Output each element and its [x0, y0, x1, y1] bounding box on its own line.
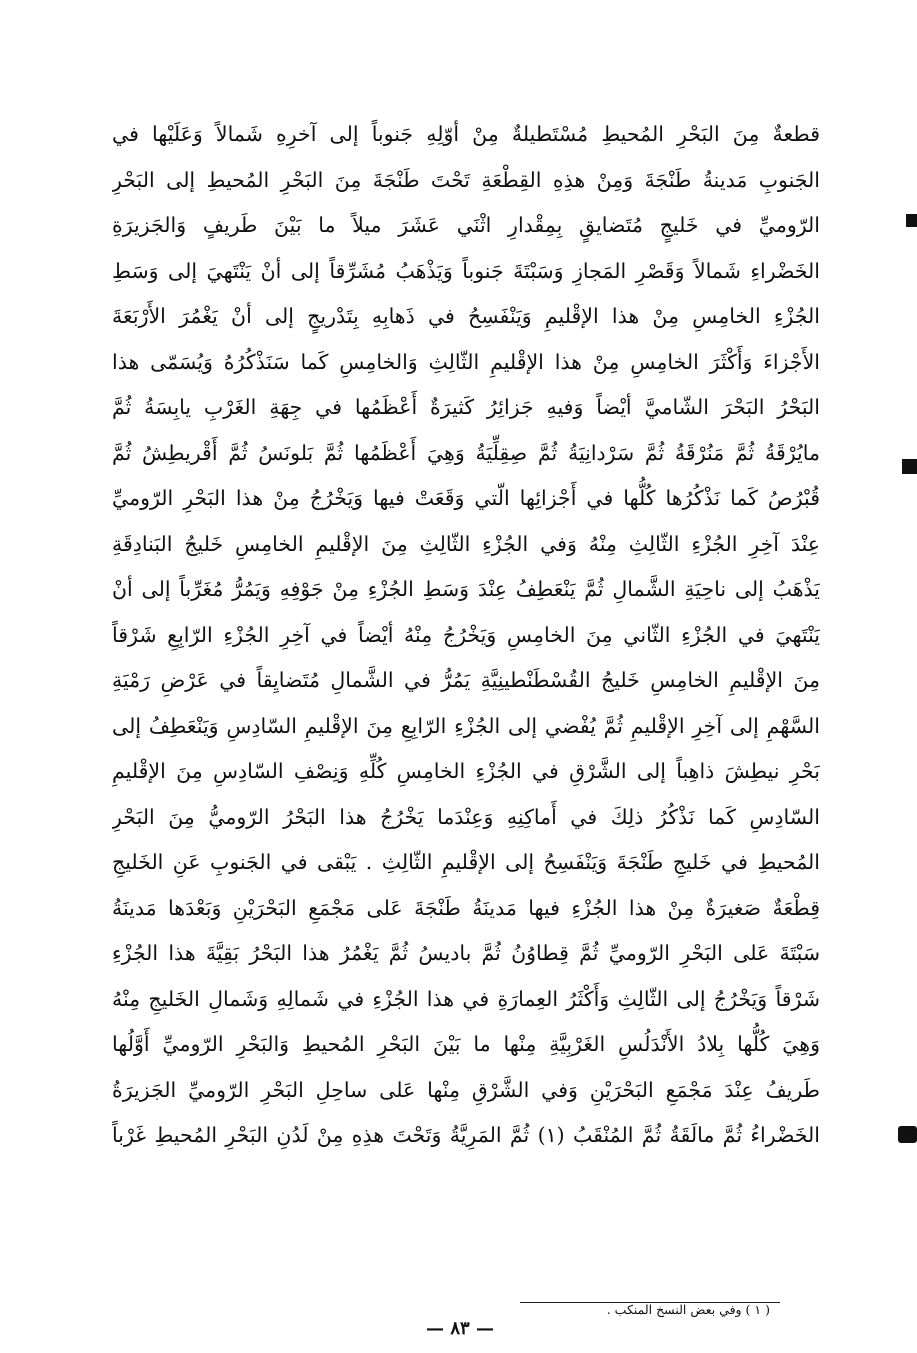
- text-line-15: بَحْرِ نيطِشَ ذاهِباً إلى الشَّرْقِ في الجُزْءِ الخامِسِ كُلِّهِ وَنِصْفِ السّادِسِ مِنَ الإقْليمِ: [112, 759, 820, 783]
- text-line-22: طَريفُ عِنْدَ مَجْمَعِ البَحْرَيْنِ وَفي الشَّرْقِ مِنْها عَلى ساحِلِ البَحْرِ الرّوميِّ الجَزيرَةُ: [112, 1077, 820, 1102]
- text-line-19: سَبْتَةَ عَلى البَحْرِ الرّوميِّ ثُمَّ قِطاوُنُ ثُمَّ باديسُ ثُمَّ يَغْمُرُ هذا البَحْرُ بَقِيَّةَ هذا الجُزْءِ: [112, 941, 820, 965]
- scan-edge-mark: [898, 1126, 917, 1143]
- footnote: ( ١ ) وفي بعض النسخ المنكب .: [606, 1302, 770, 1317]
- scan-edge-mark: [902, 459, 917, 474]
- text-line-18: قِطْعَةٌ صَغيرَةٌ مِنْ هذا الجُزْءِ فيها مَدينَةُ طَنْجَةَ عَلى مَجْمَعِ البَحْرَيْنِ وَبَعْدَها مَدينَةُ: [112, 895, 820, 920]
- text-line-17: المُحيطِ في خَليجِ طَنْجَةَ وَيَنْفَسِحُ إلى الإقْليمِ الثّالِثِ . يَبْقى في الجَنوبِ عَنِ الخَليجِ: [112, 850, 820, 874]
- text-line-13: مِنَ الإقْليمِ الخامِسِ خَليجُ القُسْطَنْطينِيَّةِ يَمُرُّ في الشَّمالِ مُتَضايِقاً في عَرْضِ رَمْيَةِ: [112, 668, 820, 692]
- text-line-21: وَهِيَ كُلُّها بِلادُ الأَنْدَلُسِ الغَرْبِيَّةِ مِنْها ما بَيْنَ البَحْرِ المُحيطِ وَالبَحْرِ الرّوميِّ أَوَّلُها: [112, 1032, 820, 1056]
- text-line-9: قُبْرُصُ كَما نَذْكُرُها كُلُّها في أَجْزائِها الّتي وَقَعَتْ فيها وَيَخْرُجُ مِنْ هذا البَحْرِ الرّوميِّ: [112, 486, 820, 510]
- text-line-12: يَنْتَهيَ في الجُزْءِ الثّاني مِنَ الخامِسِ وَيَخْرُجُ مِنْهُ أيْضاً في آخِرِ الجُزْءِ الرّابِعِ شَرْقاً: [112, 622, 820, 647]
- text-line-10: عِنْدَ آخِرِ الجُزْءِ الثّالِثِ مِنْهُ وَفي الجُزْءِ الثّالِثِ مِنَ الإقْليمِ الخامِسِ خَليجُ البَنادِقَةِ: [112, 531, 820, 556]
- text-line-16: السّادِسِ كَما نَذْكُرُ ذلِكَ في أَماكِنِهِ وَعِنْدَما يَخْرُجُ هذا البَحْرُ الرّوميُّ مِنَ البَحْرِ: [112, 804, 820, 829]
- text-line-5: الجُزْءِ الخامِسِ مِنْ هذا الإقْليمِ وَيَنْفَسِحُ في ذَهابِهِ بِتَدْريجٍ إلى أنْ يَغْمُرَ الأَرْبَعَةَ: [112, 304, 820, 328]
- text-line-14: السَّهْمِ إلى آخِرِ الإقْليمِ ثُمَّ يُفْضي إلى الجُزْءِ الرّابِعِ مِنَ الإقْليمِ السّادِسِ وَيَنْعَطِفُ إلى: [112, 713, 820, 738]
- text-line-8: مايُرْقَةُ ثُمَّ مَنُرْقَةُ ثُمَّ سَرْدانِيَةُ ثُمَّ صِقِلِّيَةُ وَهِيَ أَعْظَمُها ثُمَّ بَلونَسُ ثُمَّ أَقْريطِشُ ثُمَّ: [112, 440, 820, 465]
- text-line-11: يَذْهَبُ إلى ناحِيَةِ الشَّمالِ ثُمَّ يَنْعَطِفُ عِنْدَ وَسَطِ الجُزْءِ مِنْ جَوْفِهِ وَيَمُرُّ مُغَرِّباً إلى أنْ: [112, 577, 820, 601]
- text-line-20: شَرْقاً وَيَخْرُجُ إلى الثّالِثِ وَأَكْثَرُ العِمارَةِ في هذا الجُزْءِ في شَمالِهِ وَشَمالِ الخَليجِ مِنْهُ: [112, 986, 820, 1011]
- text-line-2: الجَنوبِ مَدينةُ طَنْجَةَ وَمِنْ هذِهِ القِطْعَةِ تَحْتَ طَنْجَةَ مِنَ البَحْرِ المُحيطِ إلى البَحْرِ: [112, 167, 820, 192]
- text-line-6: الأَجْزاءَ وَأَكْثَرَ الخامِسِ مِنْ هذا الإقْليمِ الثّالِثِ وَالخامِسِ كَما سَنَذْكُرُهُ وَيُسَمّى هذا: [112, 349, 820, 374]
- text-line-23: الخَضْراءُ ثُمَّ مالَقَةُ ثُمَّ المُنْقَبُ (١) ثُمَّ المَرِيَّةُ وَتَحْتَ هذِهِ مِنْ لَدُنِ البَحْرِ المُحيطِ غَرْباً: [112, 1123, 820, 1147]
- text-line-3: الرّوميِّ في خَليجٍ مُتَضايقٍ بِمِقْدارِ اثْنَي عَشَرَ ميلاً ما بَيْنَ طَريفٍ وَالجَزيرَةِ: [112, 213, 820, 237]
- text-line-4: الخَضْراءِ شَمالاً وَقَصْرِ المَجازِ وَسَبْتَةَ جَنوباً وَيَذْهَبُ مُشَرِّقاً إلى أنْ يَنْتَهيَ إلى وَسَطِ: [112, 258, 820, 283]
- text-line-7: البَحْرُ البَحْرَ الشّاميَّ أيْضاً وَفيهِ جَزائِرُ كَثيرَةٌ أَعْظَمُها في جِهَةِ الغَرْبِ يابِسَةُ ثُمَّ: [112, 395, 820, 419]
- body-text: [112, 112, 820, 1159]
- text-line-1: قطعةٌ مِنَ البَحْرِ المُحيطِ مُسْتَطيلةٌ مِنْ أوّلِهِ جَنوباً إلى آخرِهِ شَمالاً وَعَلَيْها في: [112, 122, 820, 146]
- scan-edge-mark: [906, 214, 917, 227]
- page-number: — ٨٣ —: [426, 1318, 494, 1339]
